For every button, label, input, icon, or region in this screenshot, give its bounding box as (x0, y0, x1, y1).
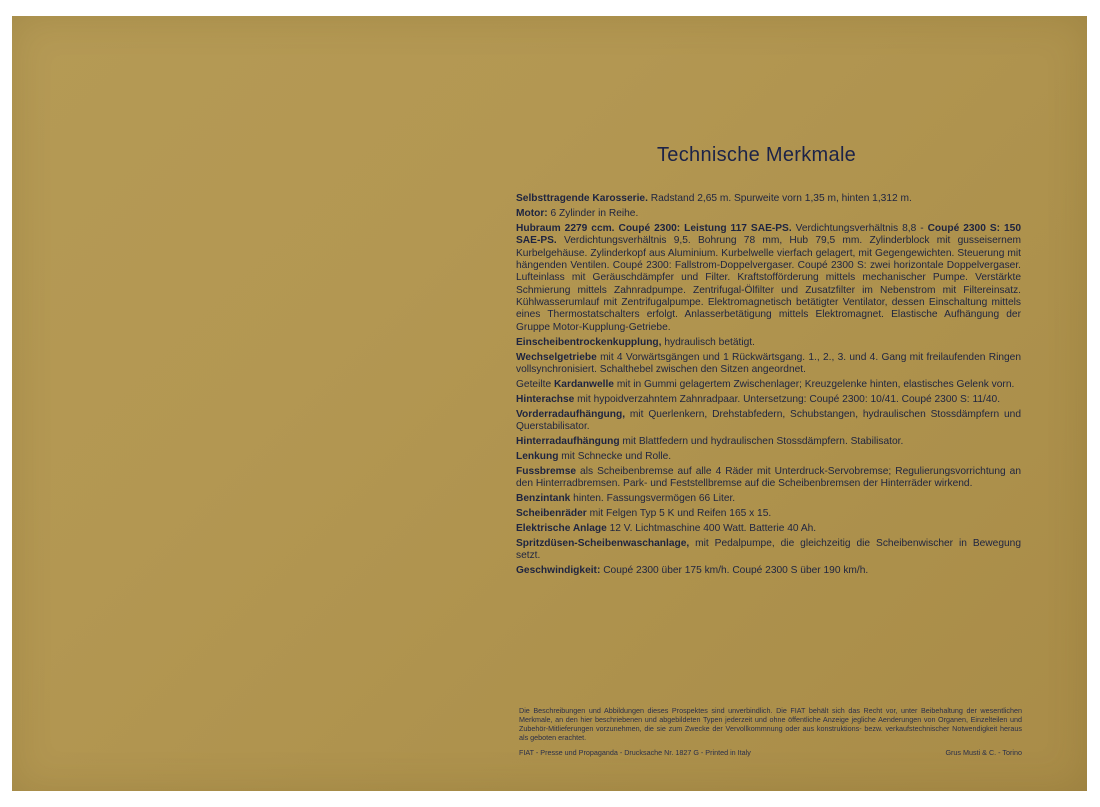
spec-item (516, 352, 1021, 377)
spec-text: mit 4 Vorwärtsgängen und 1 Rückwärtsgang. 1., 2., 3. und 4. Gang mit freilaufenden Ringen vollsynchronisiert. Schalthebel zwischen den Sitzen angeordnet. (516, 351, 1021, 375)
spec-item (516, 451, 1021, 463)
spec-label: Geschwindigkeit: (516, 565, 601, 577)
spec-label: Vorderradaufhängung, (516, 408, 626, 420)
spec-label: Motor: (516, 207, 548, 219)
spec-text: als Scheibenbremse auf alle 4 Räder mit Unterdruck-Servobremse; Regulierungsvorrichtung an den Hinterradbremsen. Park- und Feststellbremse auf die Scheibenbremsen der Hinterräder wirkend. (516, 465, 1021, 490)
page-title: Technische Merkmale (657, 144, 857, 166)
spec-item (516, 208, 1021, 220)
spec-text: mit hypoidverzahntem Zahnradpaar. Untersetzung: Coupé 2300: 10/41. Coupé 2300 S: 11/40. (574, 393, 1001, 405)
spec-label: Fussbremse (516, 465, 577, 477)
spec-text: hydraulisch betätigt. (661, 336, 755, 348)
spec-item (516, 565, 1021, 577)
spec-text: 12 V. Lichtmaschine 400 Watt. Batterie 40 Ah. (606, 522, 817, 534)
spec-text: mit Felgen Typ 5 K und Reifen 165 x 15. (586, 508, 772, 520)
spec-item (516, 538, 1021, 563)
spec-item (516, 436, 1021, 448)
spec-label: Elektrische Anlage (516, 522, 607, 534)
spec-text: Verdichtungsverhältnis 9,5. Bohrung 78 mm, Hub 79,5 mm. Zylinderblock mit gusseisernem Kurbelgehäuse. Zylinderkopf aus Aluminium. Kurbelwelle vierfach gelagert, mit Gegengewichten. Steuerung mit hängenden Ventilen. Coupé 2300: Fallstrom-Doppelvergaser. Coupé 2300 S: zwei horizontale Doppelvergaser. Lufteinlass mit Geräuschdämpfer und Filter. Kraftstofförderung mittels mechanischer Pumpe. Verstärkte Schmierung mittels Zahnradpumpe. Zentrifugal-Ölfilter und Zusatzfilter im Nebenstrom mit Filtereinsatz. Kühlwasserumlauf mit Zentrifugalpumpe. Elektromagnetisch betätigter Ventilator, dessen Einschaltung mittels eines Thermostatschalters erfolgt. Anlasserbetätigung mittels Elektromagnet. Elastische Aufhängung der Gruppe Motor-Kupplung-Getriebe. (516, 235, 1021, 333)
spec-item (516, 409, 1021, 434)
spec-item (516, 379, 1021, 391)
imprint-line (519, 748, 1022, 757)
spec-item (516, 493, 1021, 505)
spec-item (516, 394, 1021, 406)
imprint-printer: Grus Musti & C. - Torino (945, 748, 1022, 757)
spec-label: Scheibenräder (516, 508, 587, 520)
spec-text: mit in Gummi gelagertem Zwischenlager; Kreuzgelenke hinten, elastisches Gelenk vorn. (613, 378, 1015, 390)
spec-item (516, 508, 1021, 520)
brochure-page (12, 16, 1087, 791)
disclaimer-text: Die Beschreibungen und Abbildungen dieses Prospektes sind unverbindlich. Die FIAT behält sich das Recht vor, unter Beibehaltung der wesentlichen Merkmale, an den hier beschriebenen und abgebildeten Typen jederzeit und ohne öffentliche Anzeige jegliche Aenderungen von Organen, Einzelteilen und Zubehör-Mitlieferungen vorzunehmen, die sie zum Zwecke der Vervollkommnung oder aus konstruktions- bezw. verkaufstechnischer Notwendigkeit heraus als geboten erachtet. (519, 706, 1022, 742)
spec-text: mit Querlenkern, Drehstabfedern, Schubstangen, hydraulischen Stossdämpfern und Querstabilisator. (516, 408, 1021, 432)
spec-label: Hinterachse (516, 393, 575, 405)
spec-text: mit Pedalpumpe, die gleichzeitig die Scheibenwischer in Bewegung setzt. (516, 537, 1021, 562)
spec-text: Coupé 2300 über 175 km/h. Coupé 2300 S über 190 km/h. (600, 565, 869, 577)
spec-item (516, 466, 1021, 491)
spec-label: Hubraum 2279 ccm. Coupé 2300: Leistung 117 SAE-PS. (516, 222, 792, 234)
spec-item (516, 193, 1021, 205)
spec-list (516, 193, 1021, 580)
spec-text: Radstand 2,65 m. Spurweite vorn 1,35 m, hinten 1,312 m. (647, 193, 912, 204)
imprint-publisher: FIAT - Presse und Propaganda - Drucksache Nr. 1827 G - Printed in Italy (519, 748, 751, 757)
spec-label: Kardanwelle (553, 378, 614, 390)
spec-item (516, 337, 1021, 349)
spec-label: Spritzdüsen-Scheibenwaschanlage, (516, 537, 690, 549)
spec-text: mit Blattfedern und hydraulischen Stossdämpfern. Stabilisator. (619, 435, 904, 447)
spec-label: Hinterradaufhängung (516, 435, 620, 447)
spec-label: Selbsttragende Karosserie. (516, 193, 648, 204)
spec-prefix: Geteilte (516, 378, 554, 390)
spec-text: 6 Zylinder in Reihe. (547, 207, 639, 219)
spec-label: Benzintank (516, 493, 571, 505)
spec-label: Lenkung (516, 450, 559, 462)
spec-item (516, 523, 1021, 535)
spec-label: Wechselgetriebe (516, 351, 597, 363)
spec-text: mit Schnecke und Rolle. (558, 450, 672, 462)
spec-label: Einscheibentrockenkupplung, (516, 336, 662, 348)
spec-text: Verdichtungsverhältnis 8,8 - (791, 222, 928, 234)
spec-text: hinten. Fassungsvermögen 66 Liter. (570, 493, 736, 505)
spec-item (516, 223, 1021, 334)
spec-label: Coupé 2300 S: 150 SAE-PS. (516, 222, 1021, 247)
